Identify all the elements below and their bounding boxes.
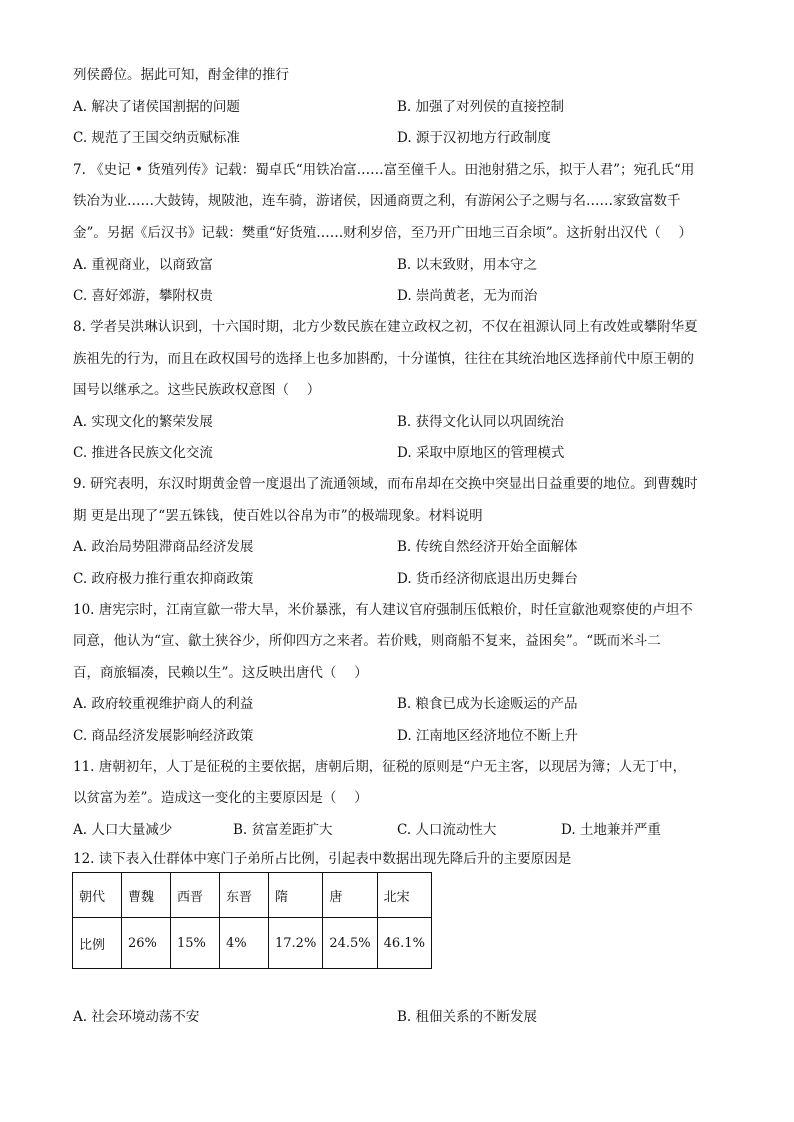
q12-option-b: B. 租佃关系的不断发展: [397, 1009, 538, 1025]
q6-option-b: B. 加强了对列侯的直接控制: [397, 99, 565, 115]
q12-option-a: A. 社会环境动荡不安: [73, 1009, 200, 1025]
question-10-line-2: 同意，他认为“宣、歙土狭谷少，所仰四方之来者。若价贱，则商船不复来，益困矣”。“既而米斗二: [73, 633, 661, 649]
q7-option-b: B. 以末致财，用本守之: [397, 257, 538, 273]
table-cell: 15%: [171, 918, 220, 969]
q8-option-d: D. 采取中原地区的管理模式: [397, 445, 565, 461]
q9-option-c: C. 政府极力推行重农抑商政策: [73, 571, 254, 587]
q8-option-a: A. 实现文化的繁荣发展: [73, 414, 213, 430]
question-11-line-1: 11. 唐朝初年，人丁是征税的主要依据，唐朝后期，征税的原则是“户无主客，以现居为簿；人无丁中，: [73, 759, 687, 775]
table-cell: 26%: [122, 918, 171, 969]
table-cell: 46.1%: [377, 918, 431, 969]
q10-option-b: B. 粮食已成为长途贩运的产品: [397, 696, 578, 712]
question-8-line-1: 8. 学者吴洪琳认识到，十六国时期，北方少数民族在建立政权之初，不仅在祖源认同上有改姓或攀附华夏: [73, 319, 698, 335]
q7-option-d: D. 崇尚黄老，无为而治: [397, 288, 538, 304]
q11-option-c: C. 人口流动性大: [397, 822, 497, 838]
question-11-line-2: 以贫富为差”。造成这一变化的主要原因是（ ）: [73, 790, 368, 806]
q6-option-c: C. 规范了王国交纳贡赋标准: [73, 130, 240, 146]
q11-option-d: D. 土地兼并严重: [561, 822, 661, 838]
q6-option-a: A. 解决了诸侯国割据的问题: [73, 99, 240, 115]
q9-option-b: B. 传统自然经济开始全面解体: [397, 539, 578, 555]
q9-option-d: D. 货币经济彻底退出历史舞台: [397, 571, 578, 587]
table-cell: 比例: [73, 918, 122, 969]
q8-option-c: C. 推进各民族文化交流: [73, 445, 213, 461]
q10-option-c: C. 商品经济发展影响经济政策: [73, 728, 254, 744]
table-header-cell: 北宋: [377, 873, 431, 918]
q7-option-a: A. 重视商业，以商致富: [73, 257, 213, 273]
question-7-line-2: 铁冶为业……大鼓铸，规陂池，连车骑，游诸侯，因通商贾之利，有游闲公子之赐与名……家致富数千: [73, 193, 681, 209]
question-8-line-3: 国号以继承之。这些民族政权意图（ ）: [73, 382, 321, 398]
question-8-line-2: 族祖先的行为，而且在政权国号的选择上也多加斟酌，十分谨慎，往往在其统治地区选择前代中原王朝的: [73, 351, 694, 367]
table-cell: 4%: [220, 918, 269, 969]
table-header-cell: 曹魏: [122, 873, 171, 918]
table-header-cell: 唐: [323, 873, 377, 918]
table-header-row: [73, 873, 432, 918]
q11-option-b: B. 贫富差距扩大: [233, 822, 333, 838]
table-header-cell: 东晋: [220, 873, 269, 918]
table-header-cell: 朝代: [73, 873, 122, 918]
table-row: [73, 918, 432, 969]
q10-option-a: A. 政府较重视维护商人的利益: [73, 696, 254, 712]
q9-option-a: A. 政治局势阻滞商品经济发展: [73, 539, 254, 555]
question-7-line-1: 7. 《史记 • 货殖列传》记载：蜀卓氏“用铁冶富……富至僮千人。田池射猎之乐，拟于人君”；宛孔氏“用: [73, 162, 695, 178]
question-6-tail: 列侯爵位。据此可知，酎金律的推行: [73, 67, 289, 83]
q11-option-a: A. 人口大量减少: [73, 822, 173, 838]
question-9-line-1: 9. 研究表明，东汉时期黄金曾一度退出了流通领域，而布帛却在交换中突显出日益重要的地位。到曹魏时: [73, 476, 698, 492]
table-header-cell: 西晋: [171, 873, 220, 918]
question-9-line-2: 期 更是出现了“罢五铢钱，使百姓以谷帛为市”的极端现象。材料说明: [73, 508, 483, 524]
question-10-line-3: 百，商旅辐凑，民赖以生”。这反映出唐代（ ）: [73, 665, 368, 681]
table-cell: 24.5%: [323, 918, 377, 969]
question-10-line-1: 10. 唐宪宗时，江南宣歙一带大旱，米价暴涨，有人建议官府强制压低粮价，时任宣歙池观察使的卢坦不: [73, 602, 693, 618]
q7-option-c: C. 喜好郊游，攀附权贵: [73, 288, 213, 304]
table-header-cell: 隋: [269, 873, 323, 918]
q6-option-d: D. 源于汉初地方行政制度: [397, 130, 551, 146]
q8-option-b: B. 获得文化认同以巩固统治: [397, 414, 565, 430]
q10-option-d: D. 江南地区经济地位不断上升: [397, 728, 578, 744]
question-7-line-3: 金”。另据《后汉书》记载：樊重“好货殖……财利岁倍，至乃开广田地三百余顷”。这折射出汉代（ ）: [73, 225, 692, 241]
ratio-table: [72, 872, 432, 969]
table-cell: 17.2%: [269, 918, 323, 969]
question-12-line-1: 12. 读下表入仕群体中寒门子弟所占比例，引起表中数据出现先降后升的主要原因是: [73, 851, 572, 867]
